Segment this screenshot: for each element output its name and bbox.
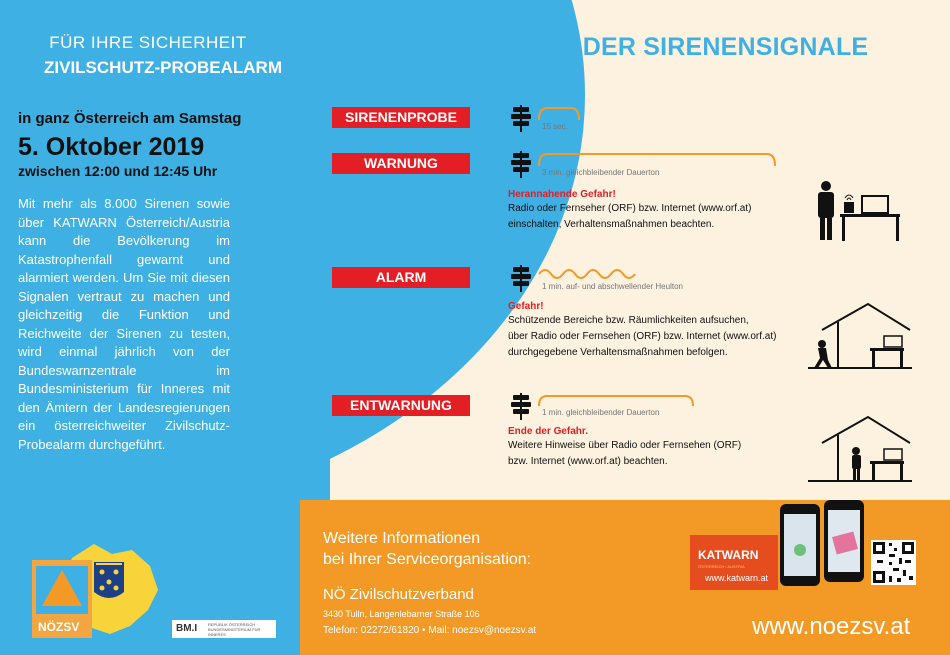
duration-alarm: 1 min. auf- und abschwellender Heulton — [542, 282, 683, 291]
text-warnung — [508, 201, 751, 233]
bmi-logo — [172, 620, 276, 638]
text-line: Radio oder Fernseher (ORF) bzw. Internet (www.orf.at) — [508, 203, 752, 214]
bmi-label: BM.I — [176, 623, 198, 634]
heading-warnung: Herannahende Gefahr! — [508, 189, 616, 200]
signal-label-sirenenprobe: SIRENENPROBE — [332, 107, 470, 128]
noezsv-logo — [32, 540, 162, 642]
noezsv-logo-text: NÖZSV — [38, 620, 80, 634]
alarm-time: zwischen 12:00 und 12:45 Uhr — [18, 163, 218, 179]
footer-info-line1: Weitere Informationen — [323, 530, 481, 547]
heading-entwarnung: Ende der Gefahr. — [508, 426, 589, 437]
smartphones-illustration — [778, 500, 864, 590]
footer-info — [323, 528, 531, 570]
katwarn-url[interactable]: www.katwarn.at — [705, 573, 769, 583]
duration-warnung: 3 min. gleichbleibender Dauerton — [542, 168, 660, 177]
text-line: durchgegebene Verhaltensmaßnahmen befolgen. — [508, 347, 728, 358]
coat-of-arms-icon — [94, 562, 124, 598]
text-entwarnung — [508, 438, 741, 470]
person-in-house-illustration — [808, 405, 912, 485]
siren-icon — [509, 390, 699, 424]
signal-label-alarm: ALARM — [332, 267, 470, 288]
text-line: Weitere Hinweise über Radio oder Fernsehen (ORF) — [508, 440, 742, 451]
probealarm-heading: ZIVILSCHUTZ-PROBEALARM — [44, 58, 282, 77]
duration-entwarnung: 1 min. gleichbleibender Dauerton — [542, 408, 660, 417]
person-tv-illustration — [806, 178, 902, 244]
katwarn-name: KATWARN — [698, 548, 759, 562]
katwarn-tagline: ÖSTERREICH / AUSTRIA — [698, 564, 745, 569]
bmi-subtitle: REPUBLIK ÖSTERREICH BUNDESMINISTERIUM FÜR INNERES — [208, 622, 261, 637]
org-contact: Telefon: 02272/61820 • Mail: noezsv@noezsv.at — [323, 625, 537, 636]
signal-label-entwarnung: ENTWARNUNG — [332, 395, 470, 416]
qr-code-icon[interactable] — [871, 540, 916, 585]
heading-alarm: Gefahr! — [508, 301, 544, 312]
text-alarm — [508, 313, 776, 361]
text-line: über Radio oder Fernsehen (ORF) bzw. Internet (www.orf.at) — [508, 331, 777, 342]
person-entering-house-illustration — [808, 290, 912, 372]
text-line: einschalten, Verhaltensmaßnahmen beachten. — [508, 219, 715, 230]
website-link[interactable]: www.noezsv.at — [752, 613, 911, 640]
org-address: 3430 Tulln, Langenlebarner Straße 106 — [323, 609, 480, 619]
text-line: bzw. Internet (www.orf.at) beachten. — [508, 456, 668, 467]
signal-label-warnung: WARNUNG — [332, 153, 470, 174]
text-line: Schützende Bereiche bzw. Räumlichkeiten aufsuchen, — [508, 315, 749, 326]
footer-info-line2: bei Ihrer Serviceorganisation: — [323, 551, 532, 568]
intro-paragraph: Mit mehr als 8.000 Sirenen sowie über KATWARN Österreich/Austria kann die Bevölkerung im Katastrophenfall gewarnt und alarmiert werden. Um Sie mit diesen Signalen vertraut zu machen und gleichzeitig die Funktion und Reichweite der Sirenen zu testen, wird einmal jährlich von der Bundeswarnzentrale im Bundesministerium für Inneres mit den Ämtern der Landesregierungen ein österreichweiter Zivilschutz-Probealarm durchgeführt. — [18, 196, 230, 452]
date-intro: in ganz Österreich am Samstag — [18, 110, 242, 127]
org-name: NÖ Zivilschutzverband — [323, 586, 474, 603]
alarm-date: 5. Oktober 2019 — [18, 133, 205, 161]
safety-heading: FÜR IHRE SICHERHEIT — [49, 33, 247, 52]
page-title: DIE BEDEUTUNG DER SIRENENSIGNALE — [366, 33, 869, 61]
duration-sirenenprobe: 15 sec. — [542, 122, 568, 131]
